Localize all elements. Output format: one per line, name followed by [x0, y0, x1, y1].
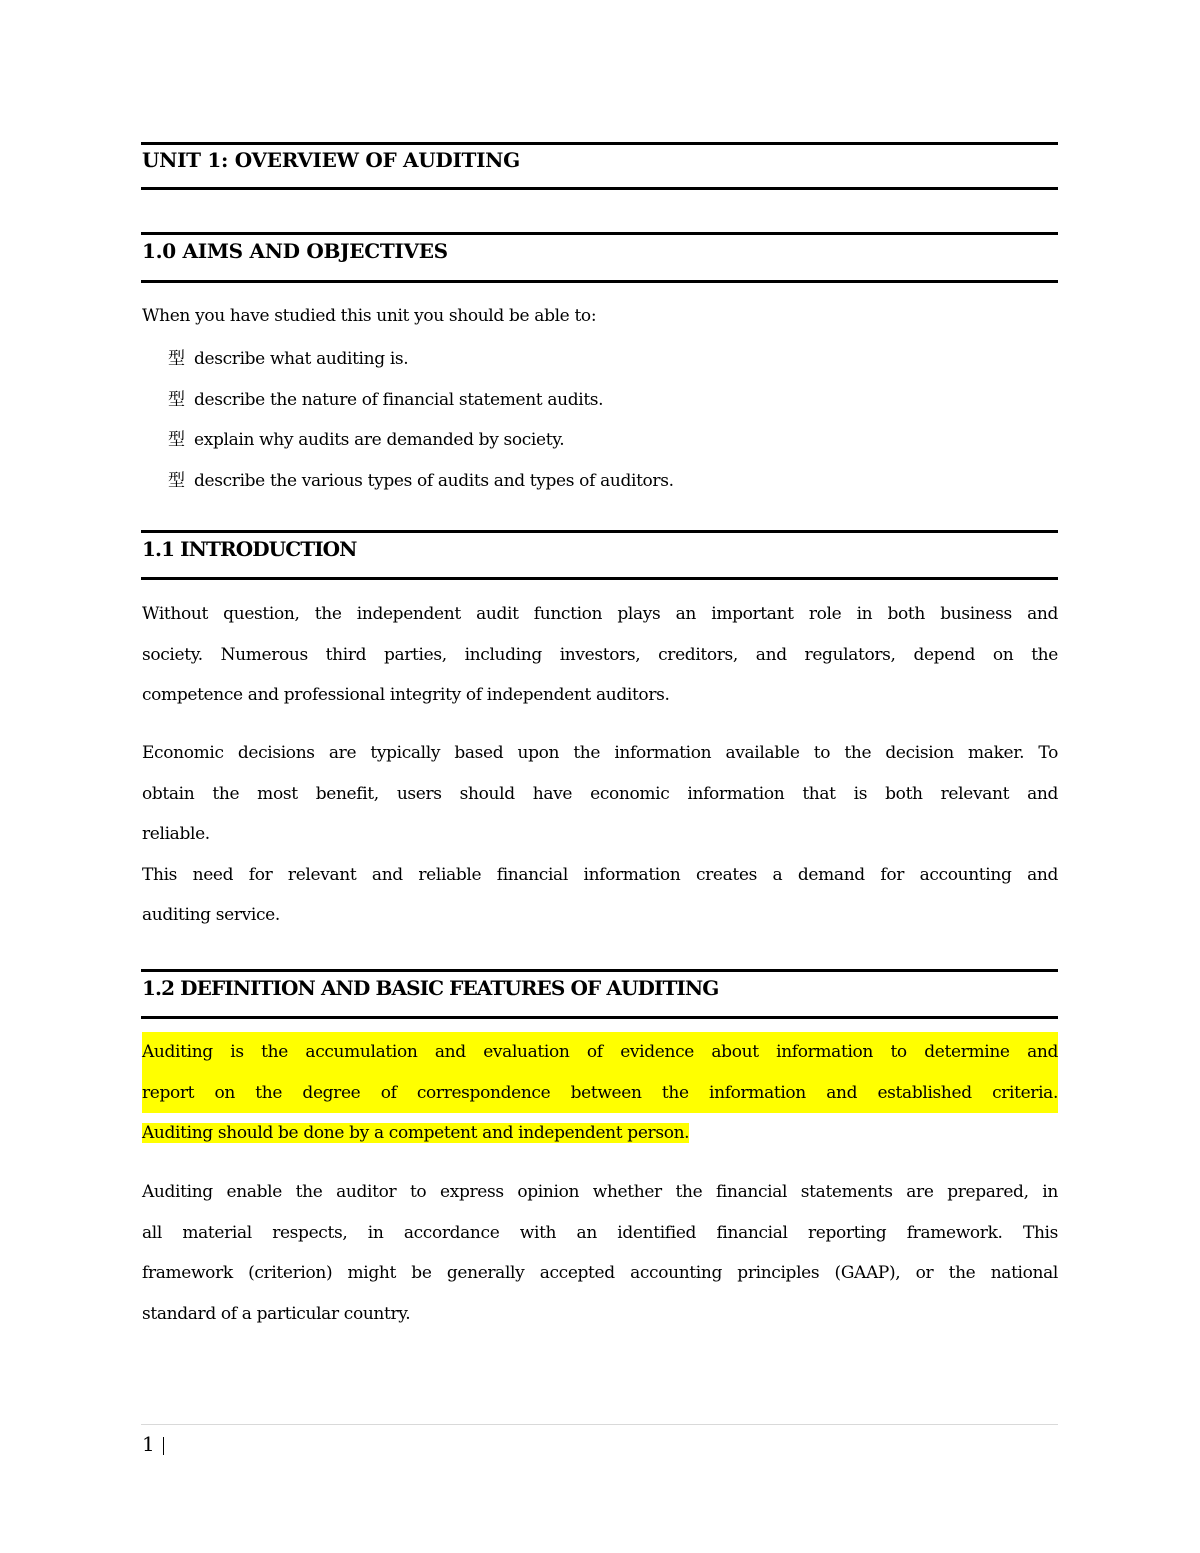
- aims-intro: When you have studied this unit you should be able to:: [142, 306, 597, 326]
- paragraph-line: This need for relevant and reliable financial information creates a demand for accounting and: [142, 864, 1058, 885]
- list-item-text: describe the nature of financial statement audits.: [194, 389, 604, 410]
- unit-title: UNIT 1: OVERVIEW OF AUDITING: [142, 148, 520, 172]
- paragraph-line: reliable.: [142, 824, 210, 844]
- highlighted-line: report on the degree of correspondence between the information and established criteria.: [142, 1073, 1058, 1114]
- heading-rule-top: [141, 530, 1058, 533]
- definition-highlighted-paragraph: [142, 1032, 1058, 1154]
- section-heading-introduction: 1.1 INTRODUCTION: [142, 537, 357, 561]
- heading-rule-bottom: [141, 1016, 1058, 1019]
- highlighted-line-wrap: [142, 1113, 1058, 1154]
- list-item-text: describe what auditing is.: [194, 349, 409, 369]
- paragraph-line: society. Numerous third parties, including investors, creditors, and regulators, depend on the: [142, 644, 1058, 665]
- paragraph-line: competence and professional integrity of independent auditors.: [142, 685, 670, 705]
- paragraph-line: obtain the most benefit, users should have economic information that is both relevant and: [142, 783, 1058, 804]
- heading-rule-bottom: [141, 577, 1058, 580]
- bullet-icon: 型: [168, 349, 185, 369]
- heading-rule-top: [141, 142, 1058, 145]
- page-number-separator: [163, 1437, 164, 1455]
- definition-paragraph: [142, 1172, 1058, 1334]
- heading-rule-bottom: [141, 280, 1058, 283]
- paragraph-line: Economic decisions are typically based upon the information available to the decision maker. To: [142, 743, 1058, 763]
- paragraph-line: Auditing enable the auditor to express opinion whether the financial statements are prepared, in: [142, 1182, 1058, 1202]
- page-number: [142, 1432, 164, 1456]
- paragraph-line: all material respects, in accordance with an identified financial reporting framework. This: [142, 1222, 1058, 1243]
- highlighted-text: Auditing should be done by a competent and independent person.: [142, 1123, 690, 1143]
- heading-rule-top: [141, 232, 1058, 235]
- list-item: [168, 420, 674, 461]
- list-item: [168, 339, 674, 380]
- bullet-icon: 型: [168, 389, 185, 410]
- paragraph-line: auditing service.: [142, 905, 280, 925]
- page-number-text: 1: [142, 1432, 155, 1456]
- objectives-list: [168, 339, 674, 501]
- intro-paragraph-1: [142, 594, 1058, 716]
- bullet-icon: 型: [168, 470, 185, 491]
- intro-paragraph-2: [142, 733, 1058, 936]
- highlighted-line: Auditing is the accumulation and evaluation of evidence about information to determine and: [142, 1032, 1058, 1073]
- list-item-text: describe the various types of audits and types of auditors.: [194, 470, 674, 491]
- list-item-text: explain why audits are demanded by society.: [194, 430, 565, 450]
- list-item: [168, 380, 674, 421]
- paragraph-line: standard of a particular country.: [142, 1303, 411, 1324]
- list-item: [168, 461, 674, 502]
- heading-rule-bottom: [141, 187, 1058, 190]
- heading-rule-top: [141, 969, 1058, 972]
- paragraph-line: Without question, the independent audit function plays an important role in both business and: [142, 604, 1058, 624]
- bullet-icon: 型: [168, 430, 185, 450]
- section-heading-aims: 1.0 AIMS AND OBJECTIVES: [142, 239, 448, 263]
- paragraph-line: framework (criterion) might be generally accepted accounting principles (GAAP), or the national: [142, 1263, 1058, 1283]
- section-heading-definition: 1.2 DEFINITION AND BASIC FEATURES OF AUDITING: [142, 976, 719, 1000]
- footer-rule: [141, 1424, 1058, 1425]
